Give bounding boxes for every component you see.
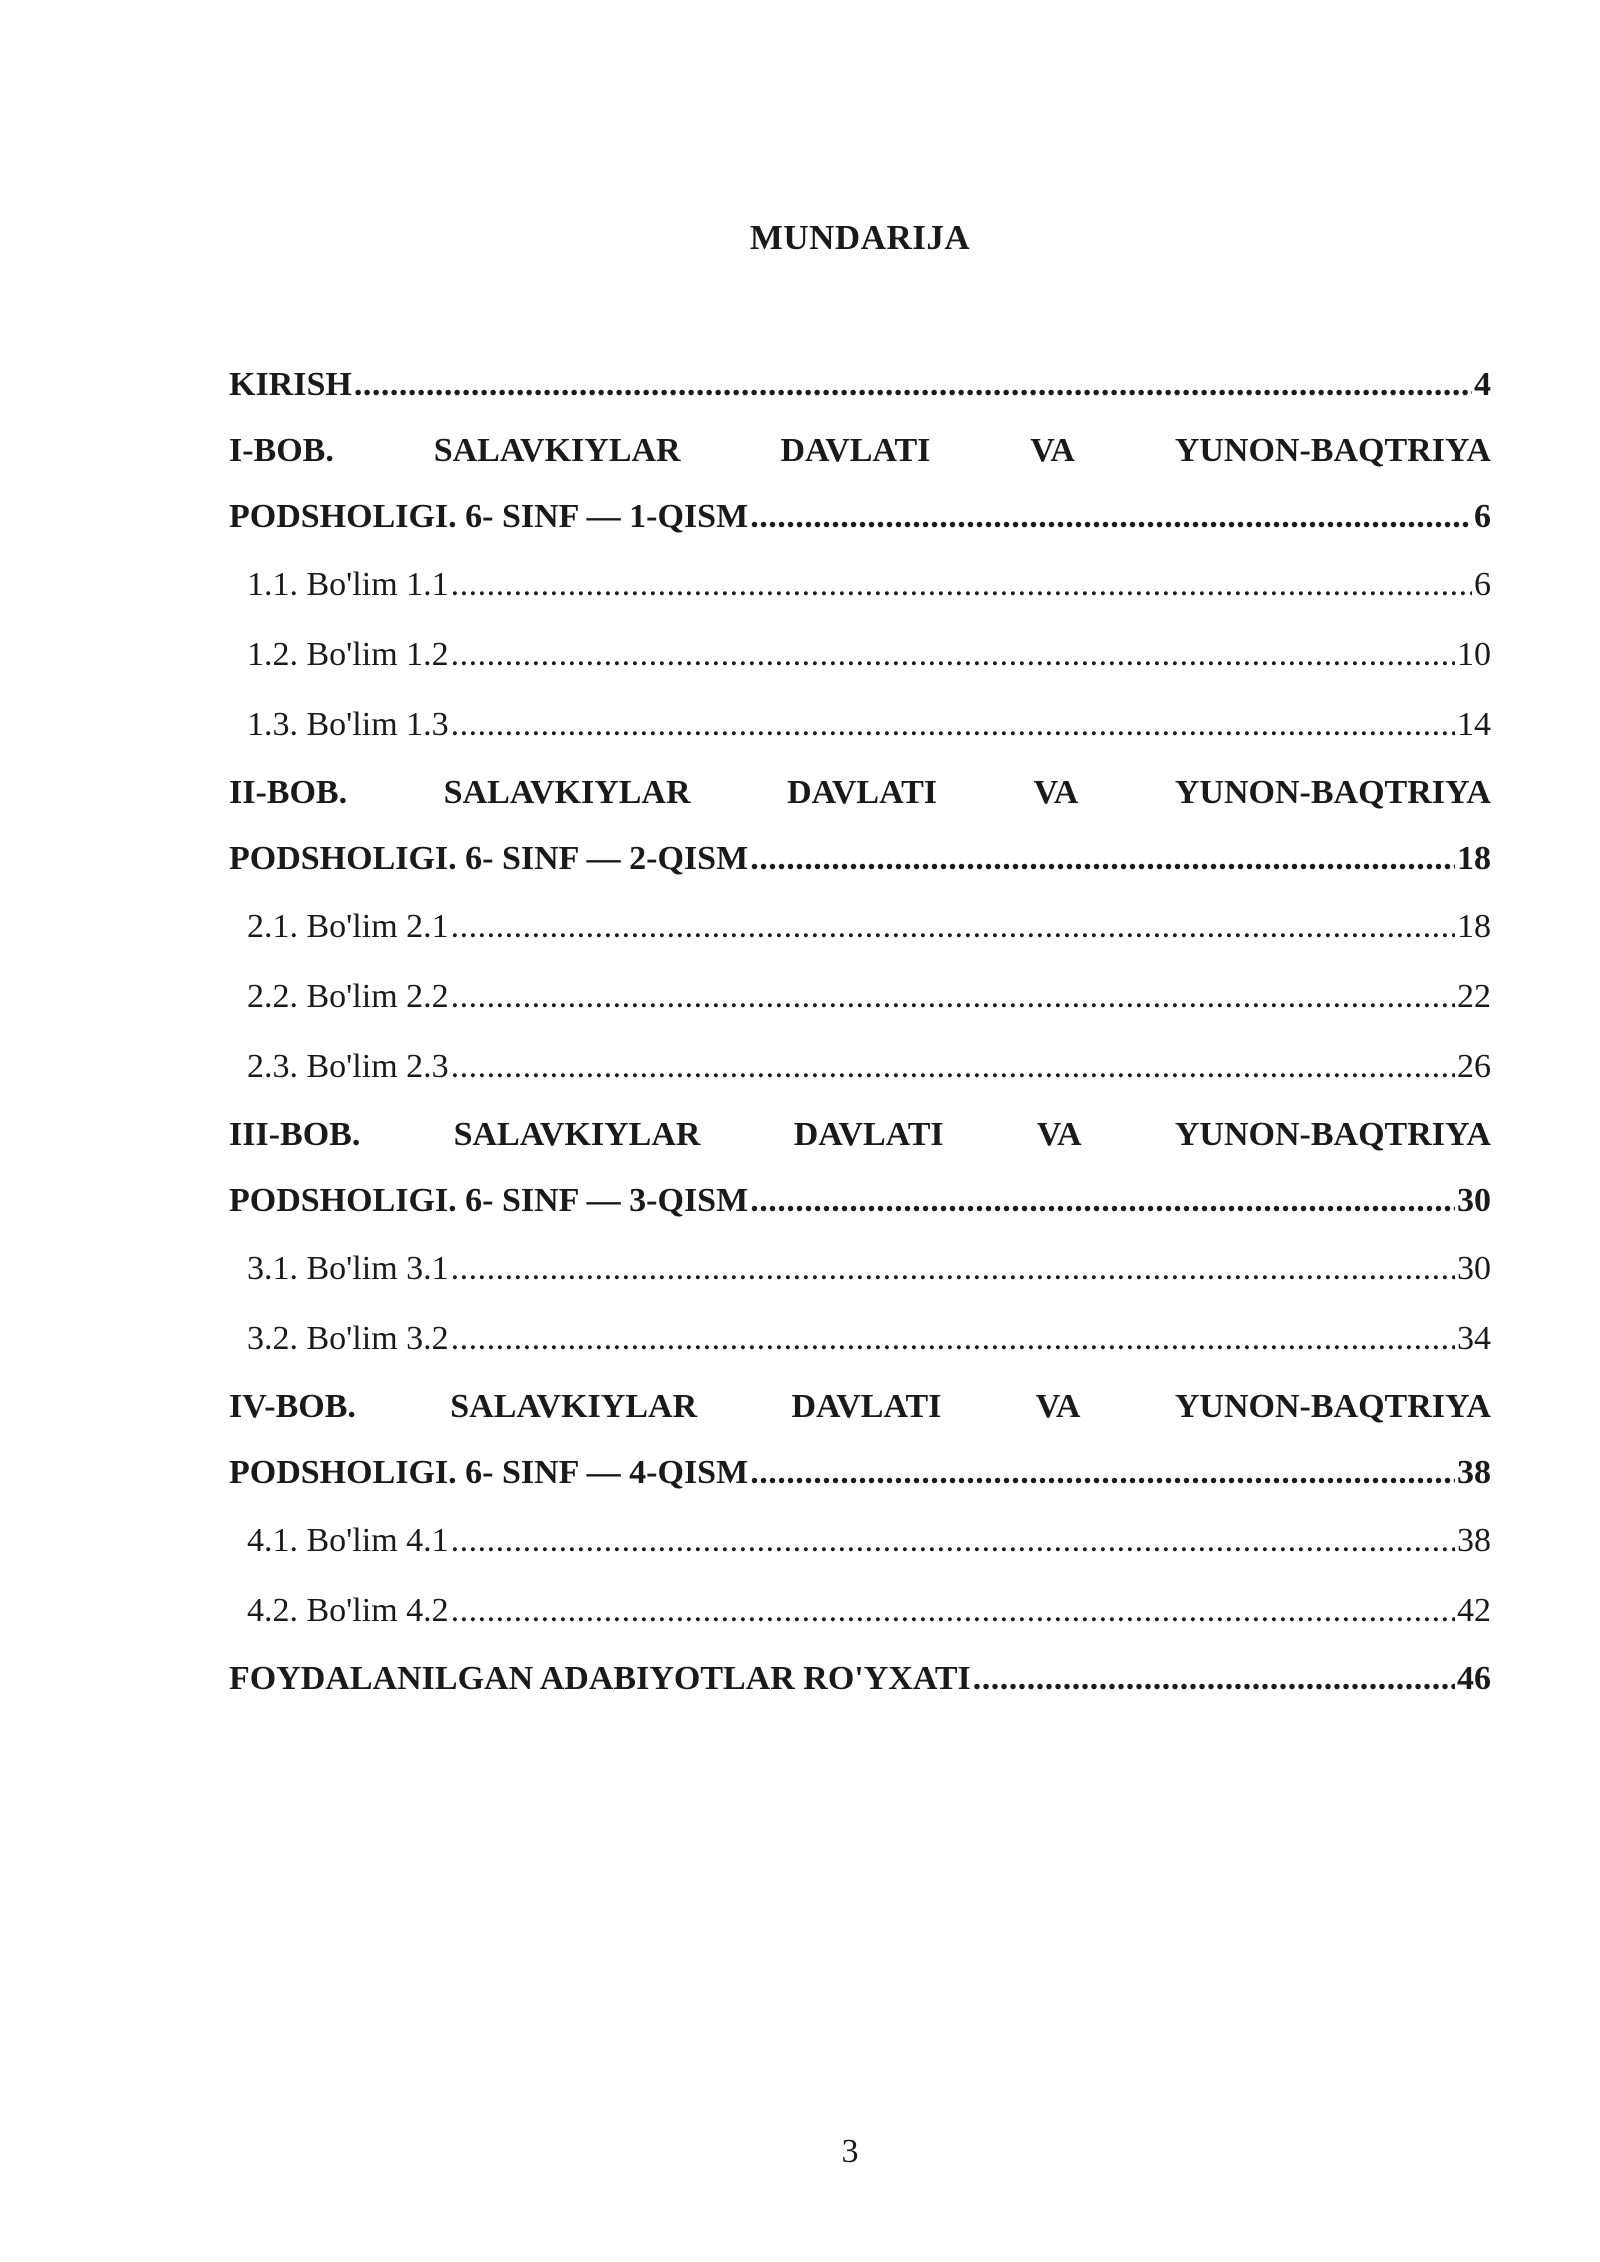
dot-leader xyxy=(451,690,1455,760)
chapter-word: SALAVKIYLAR xyxy=(433,432,681,469)
toc-section-4-1[interactable] xyxy=(229,1506,1491,1576)
toc-entry-label: 1.1. Bo'lim 1.1 xyxy=(247,566,449,603)
chapter-word: II-BOB. xyxy=(229,774,348,811)
toc-chapter-1[interactable] xyxy=(229,484,1491,550)
toc-entry-page: 22 xyxy=(1457,978,1491,1015)
toc-entry-page: 30 xyxy=(1457,1182,1491,1219)
dot-leader xyxy=(451,892,1455,962)
toc-section-2-2[interactable] xyxy=(229,962,1491,1032)
toc-entry-bibliography[interactable] xyxy=(229,1646,1491,1712)
toc-entry-page: 38 xyxy=(1457,1522,1491,1559)
toc-section-3-1[interactable] xyxy=(229,1234,1491,1304)
toc-chapter-4-heading[interactable] xyxy=(229,1374,1491,1440)
dot-leader xyxy=(750,484,1472,550)
chapter-word: DAVLATI xyxy=(787,774,938,811)
toc-entry-page: 14 xyxy=(1457,706,1491,743)
chapter-word: YUNON-BAQTRIYA xyxy=(1174,1116,1491,1153)
toc-chapter-3-heading[interactable] xyxy=(229,1102,1491,1168)
toc-entry-page: 38 xyxy=(1457,1454,1491,1491)
chapter-word: IV-BOB. xyxy=(229,1388,356,1425)
dot-leader xyxy=(750,826,1455,892)
toc-entry-label: PODSHOLIGI. 6- SINF — 1-QISM xyxy=(229,498,749,535)
toc-entry-label: 2.2. Bo'lim 2.2 xyxy=(247,978,449,1015)
toc-entry-page: 6 xyxy=(1474,498,1491,535)
chapter-word: SALAVKIYLAR xyxy=(453,1116,701,1153)
dot-leader xyxy=(451,962,1455,1032)
toc-section-1-2[interactable] xyxy=(229,620,1491,690)
toc-entry-page: 18 xyxy=(1457,840,1491,877)
toc-entry-label: PODSHOLIGI. 6- SINF — 2-QISM xyxy=(229,840,749,877)
chapter-word: DAVLATI xyxy=(791,1388,942,1425)
toc-entry-label: 3.1. Bo'lim 3.1 xyxy=(247,1250,449,1287)
dot-leader xyxy=(451,1506,1455,1576)
toc-entry-label: 2.3. Bo'lim 2.3 xyxy=(247,1048,449,1085)
dot-leader xyxy=(451,620,1455,690)
dot-leader xyxy=(451,1304,1455,1374)
chapter-word: VA xyxy=(1030,432,1075,469)
toc-entry-label: 4.2. Bo'lim 4.2 xyxy=(247,1592,449,1629)
toc-entry-label: 4.1. Bo'lim 4.1 xyxy=(247,1522,449,1559)
toc-section-4-2[interactable] xyxy=(229,1576,1491,1646)
chapter-word: YUNON-BAQTRIYA xyxy=(1174,774,1491,811)
toc-section-1-3[interactable] xyxy=(229,690,1491,760)
dot-leader xyxy=(451,1234,1455,1304)
toc-entry-page: 10 xyxy=(1457,636,1491,673)
dot-leader xyxy=(750,1168,1455,1234)
dot-leader xyxy=(451,550,1472,620)
chapter-word: I-BOB. xyxy=(229,432,334,469)
dot-leader xyxy=(750,1440,1455,1506)
dot-leader xyxy=(451,1032,1455,1102)
toc-chapter-2-heading[interactable] xyxy=(229,760,1491,826)
toc-chapter-2[interactable] xyxy=(229,826,1491,892)
toc-entry-page: 30 xyxy=(1457,1250,1491,1287)
page-title: MUNDARIJA xyxy=(749,218,971,257)
chapter-word: YUNON-BAQTRIYA xyxy=(1174,1388,1491,1425)
toc-entry-label: 1.3. Bo'lim 1.3 xyxy=(247,706,449,743)
toc-entry-page: 18 xyxy=(1457,908,1491,945)
dot-leader xyxy=(973,1646,1455,1712)
dot-leader xyxy=(451,1576,1455,1646)
chapter-word: DAVLATI xyxy=(780,432,931,469)
toc-entry-page: 4 xyxy=(1474,366,1491,403)
toc-entry-page: 26 xyxy=(1457,1048,1491,1085)
toc-entry-label: FOYDALANILGAN ADABIYOTLAR RO'YXATI xyxy=(229,1660,971,1697)
chapter-word: DAVLATI xyxy=(793,1116,944,1153)
chapter-word: SALAVKIYLAR xyxy=(443,774,691,811)
toc-section-3-2[interactable] xyxy=(229,1304,1491,1374)
toc-entry-label: KIRISH xyxy=(229,366,352,403)
toc-entry-label: 1.2. Bo'lim 1.2 xyxy=(247,636,449,673)
chapter-word: VA xyxy=(1033,774,1079,811)
chapter-word: VA xyxy=(1036,1116,1082,1153)
toc-chapter-4[interactable] xyxy=(229,1440,1491,1506)
toc-chapter-1-heading[interactable] xyxy=(229,418,1491,484)
toc-entry-page: 34 xyxy=(1457,1320,1491,1357)
chapter-word: VA xyxy=(1035,1388,1081,1425)
table-of-contents xyxy=(229,352,1491,1712)
toc-entry-label: PODSHOLIGI. 6- SINF — 4-QISM xyxy=(229,1454,749,1491)
toc-entry-page: 42 xyxy=(1457,1592,1491,1629)
toc-entry-label: 3.2. Bo'lim 3.2 xyxy=(247,1320,449,1357)
toc-section-1-1[interactable] xyxy=(229,550,1491,620)
chapter-word: YUNON-BAQTRIYA xyxy=(1174,432,1491,469)
chapter-word: SALAVKIYLAR xyxy=(450,1388,698,1425)
toc-chapter-3[interactable] xyxy=(229,1168,1491,1234)
toc-entry-page: 46 xyxy=(1457,1660,1491,1697)
toc-section-2-3[interactable] xyxy=(229,1032,1491,1102)
toc-entry-label: PODSHOLIGI. 6- SINF — 3-QISM xyxy=(229,1182,749,1219)
toc-entry-label: 2.1. Bo'lim 2.1 xyxy=(247,908,449,945)
toc-entry-intro[interactable] xyxy=(229,352,1491,418)
chapter-word: III-BOB. xyxy=(229,1116,361,1153)
page-number: 3 xyxy=(841,2133,859,2170)
toc-entry-page: 6 xyxy=(1474,566,1491,603)
dot-leader xyxy=(354,352,1472,418)
toc-section-2-1[interactable] xyxy=(229,892,1491,962)
